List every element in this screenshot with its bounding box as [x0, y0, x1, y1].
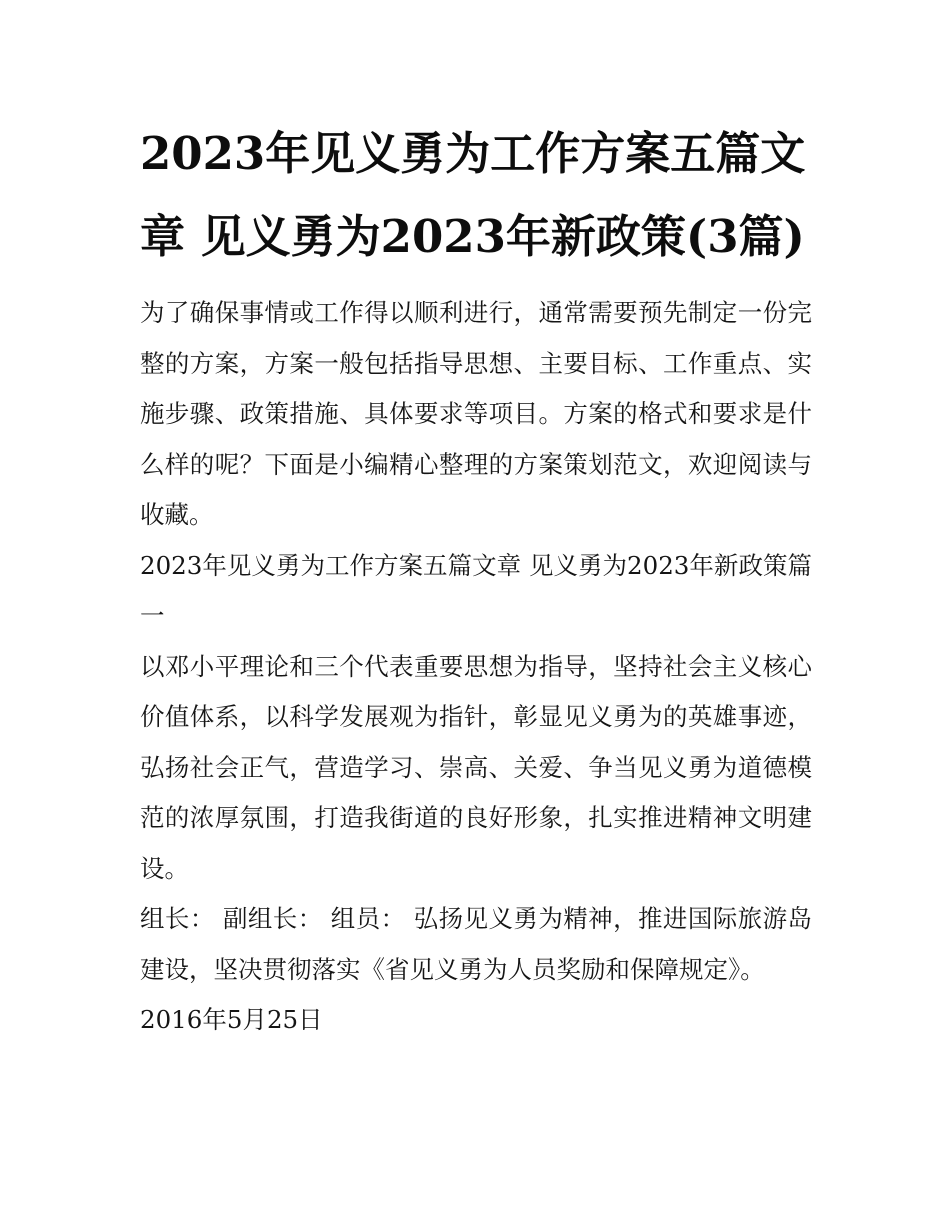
team-paragraph: 组长： 副组长： 组员： 弘扬见义勇为精神，推进国际旅游岛建设，坚决贯彻落实《省见义勇为人员奖励和保障规定》。 — [140, 904, 812, 984]
date-line: 2016年5月25日 — [140, 1005, 323, 1034]
intro-paragraph: 为了确保事情或工作得以顺利进行，通常需要预先制定一份完整的方案，方案一般包括指导思想、主要目标、工作重点、实施步骤、政策措施、具体要求等项目。方案的格式和要求是什么样的呢？下面是小编精心整理的方案策划范文，欢迎阅读与收藏。 — [140, 298, 812, 529]
section-heading: 2023年见义勇为工作方案五篇文章 见义勇为2023年新政策篇一 — [140, 550, 812, 630]
guiding-ideology-paragraph: 以邓小平理论和三个代表重要思想为指导，坚持社会主义核心价值体系，以科学发展观为指针，彰显见义勇为的英雄事迹，弘扬社会正气，营造学习、崇高、关爱、争当见义勇为道德模范的浓厚氛围，打造我街道的良好形象，扎实推进精神文明建设。 — [140, 651, 812, 883]
document-title: 2023年见义勇为工作方案五篇文章 见义勇为2023年新政策(3篇) — [140, 127, 806, 263]
document-page — [140, 112, 812, 1046]
